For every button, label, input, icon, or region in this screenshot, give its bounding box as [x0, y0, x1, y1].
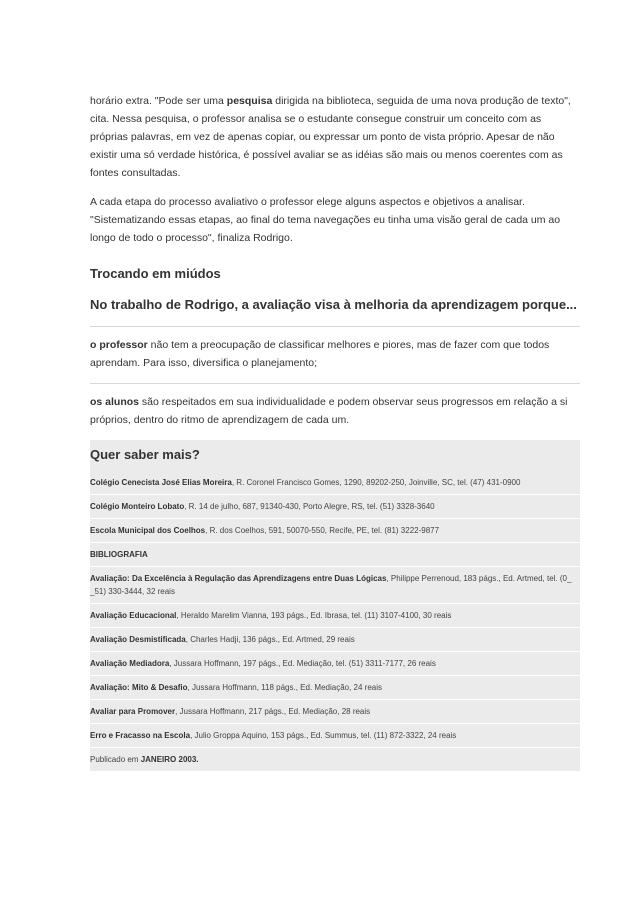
book-title: Erro e Fracasso na Escola	[90, 731, 191, 740]
book-title: Avaliação Educacional	[90, 611, 177, 620]
book-title: Avaliação: Da Excelência à Regulação das Aprendizagens entre Duas Lógicas	[90, 574, 387, 583]
point-teacher	[90, 336, 580, 372]
school-details: , R. 14 de julho, 687, 91340-430, Porto Alegre, RS, tel. (51) 3328-3640	[184, 502, 435, 511]
school-name: Colégio Monteiro Lobato	[90, 502, 185, 511]
intro-bold-term: pesquisa	[226, 95, 273, 107]
list-item	[90, 470, 580, 495]
point-students-label: os alunos	[90, 396, 140, 408]
intro-text-1: horário extra. "Pode ser uma	[90, 95, 227, 107]
more-info-title: Quer saber mais?	[90, 447, 200, 462]
book-title: Avaliação Mediadora	[90, 659, 170, 668]
book-details: , Charles Hadji, 136 págs., Ed. Artmed, 29 reais	[185, 635, 355, 644]
book-details: , Philippe Perrenoud, 183 págs., Ed. Artmed, tel. (0_ _51) 330-3444, 32 reais	[90, 574, 572, 596]
point-teacher-text: não tem a preocupação de classificar melhores e piores, mas de fazer com que todos aprendam. Para isso, diversifica o planejamento;	[90, 339, 550, 369]
book-details: , Heraldo Marelim Vianna, 193 págs., Ed. Ibrasa, tel. (11) 3107-4100, 30 reais	[176, 611, 452, 620]
list-item	[90, 652, 580, 676]
list-item	[90, 700, 580, 724]
published-label: Publicado em	[90, 755, 141, 764]
more-info-box	[90, 440, 580, 772]
list-item	[90, 495, 580, 519]
list-item	[90, 724, 580, 748]
school-details: , R. dos Coelhos, 591, 50070-550, Recife, PE, tel. (81) 3222-9877	[205, 526, 440, 535]
book-title: Avaliação: Mito & Desafio	[90, 683, 188, 692]
list-item	[90, 676, 580, 700]
intro-paragraph	[90, 92, 580, 182]
bibliography-heading	[90, 543, 580, 567]
list-item	[90, 567, 580, 604]
bibliography-label: BIBLIOGRAFIA	[90, 550, 148, 559]
subheading: No trabalho de Rodrigo, a avaliação visa à melhoria da aprendizagem porque...	[90, 297, 577, 312]
book-title: Avaliação Desmistificada	[90, 635, 186, 644]
book-details: , Julio Groppa Aquino, 153 págs., Ed. Summus, tel. (11) 872-3322, 24 reais	[190, 731, 457, 740]
list-item	[90, 628, 580, 652]
point-teacher-label: o professor	[90, 339, 148, 351]
school-name: Escola Municipal dos Coelhos	[90, 526, 206, 535]
book-details: , Jussara Hoffmann, 217 págs., Ed. Mediação, 28 reais	[175, 707, 371, 716]
intro-text-2: dirigida na biblioteca, seguida de uma nova produção de texto", cita. Nessa pesquisa, o professor analisa se o estudante consegue construir um conceito com as próprias palavras, em vez de apenas copiar, ou expressar um ponto de vista próprio. Apesar de não existir uma só verdade histórica, é possível avaliar se as idéias são mais ou menos coerentes com as fontes consultadas.	[90, 95, 571, 179]
article-content	[90, 92, 580, 772]
divider	[90, 383, 580, 384]
list-item	[90, 604, 580, 628]
school-details: , R. Coronel Francisco Gomes, 1290, 89202-250, Joinville, SC, tel. (47) 431-0900	[231, 478, 521, 487]
school-name: Colégio Cenecista José Elias Moreira	[90, 478, 232, 487]
book-details: , Jussara Hoffmann, 118 págs., Ed. Mediação, 24 reais	[187, 683, 382, 692]
point-students	[90, 393, 580, 429]
point-students-text: são respeitados em sua individualidade e podem observar seus progressos em relação a si próprios, dentro do ritmo de aprendizagem de cada um.	[90, 396, 568, 426]
second-paragraph: A cada etapa do processo avaliativo o professor elege alguns aspectos e objetivos a analisar. "Sistematizando essas etapas, ao final do tema navegações eu tinha uma visão geral de cada um ao longo de todo o processo", finaliza Rodrigo.	[90, 196, 561, 244]
section-heading: Trocando em miúdos	[90, 266, 221, 281]
book-title: Avaliar para Promover	[90, 707, 176, 716]
divider	[90, 326, 580, 327]
book-details: , Jussara Hoffmann, 197 págs., Ed. Mediação, tel. (51) 3311-7177, 26 reais	[169, 659, 436, 668]
published-date: JANEIRO 2003.	[140, 755, 199, 764]
published-line	[90, 748, 580, 772]
list-item	[90, 519, 580, 543]
